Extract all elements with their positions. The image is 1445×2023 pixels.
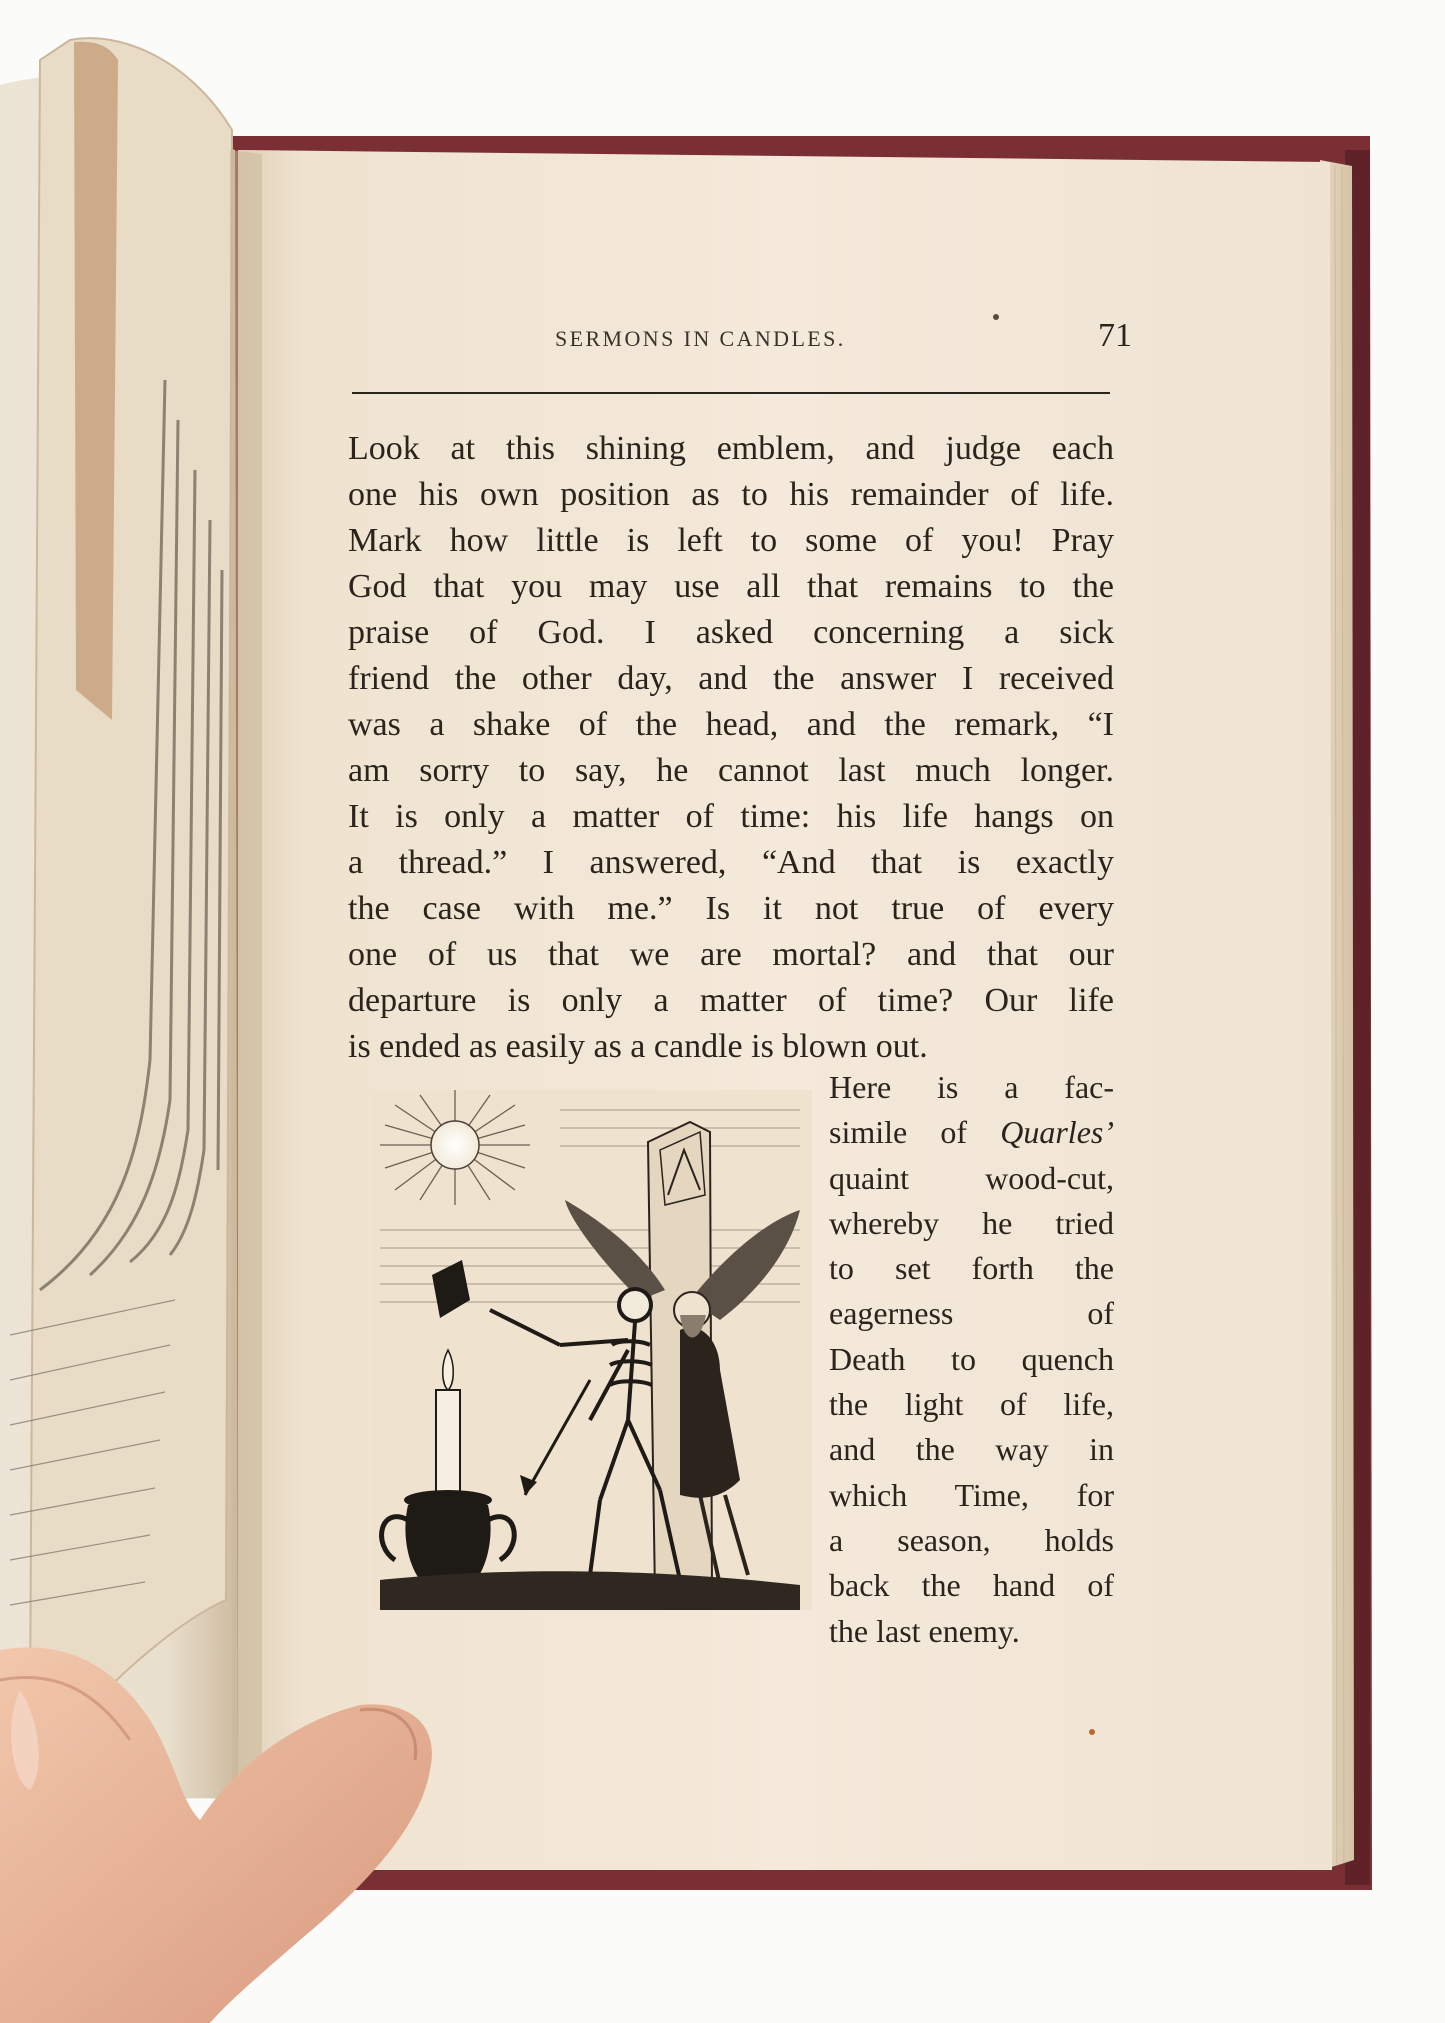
woodcut-illustration [372,1090,812,1610]
caption-line: to set forth the [829,1250,1114,1287]
body-line: am sorry to say, he cannot last much longer. [348,752,1114,789]
caption-line: the last enemy. [829,1612,1020,1649]
caption-line: Here is a fac- [829,1069,1114,1105]
body-line: is ended as easily as a candle is blown out. [348,1028,928,1065]
body-line: It is only a matter of time: his life hangs on [348,798,1114,835]
body-line: Look at this shining emblem, and judge each [348,430,1114,467]
caption-line: Death to quench [829,1340,1114,1377]
running-head: SERMONS IN CANDLES. [555,326,846,351]
caption-italic-name: Quarles’ [1000,1114,1114,1151]
page-number: 71 [1098,317,1132,354]
body-line: God that you may use all that remains to the [348,568,1114,605]
body-text [348,426,1114,1070]
body-line: was a shake of the head, and the remark, “I [348,706,1114,743]
body-line: departure is only a matter of time? Our life [348,982,1114,1019]
caption-line: eagerness of [829,1295,1114,1332]
caption-line: which Time, for [829,1476,1114,1513]
body-line: Mark how little is left to some of you! Pray [348,522,1114,559]
caption-line [829,1110,1114,1155]
caption-line: back the hand of [829,1567,1114,1604]
caption-fragment: simile of [829,1114,1001,1151]
body-line: one of us that we are mortal? and that our [348,936,1114,973]
caption-line: and the way in [829,1431,1114,1468]
body-line: a thread.” I answered, “And that is exactly [348,844,1114,881]
caption-line: quaint wood-cut, [829,1159,1114,1196]
turning-leaf [30,38,232,1740]
body-line: the case with me.” Is it not true of every [348,890,1114,927]
body-line: praise of God. I asked concerning a sick [348,614,1114,651]
body-line: one his own position as to his remainder of life. [348,476,1114,513]
body-line: friend the other day, and the answer I received [348,660,1114,697]
caption-line: the light of life, [829,1386,1114,1423]
caption-text [829,1065,1114,1654]
caption-line: whereby he tried [829,1204,1114,1241]
caption-line: a season, holds [829,1521,1114,1558]
